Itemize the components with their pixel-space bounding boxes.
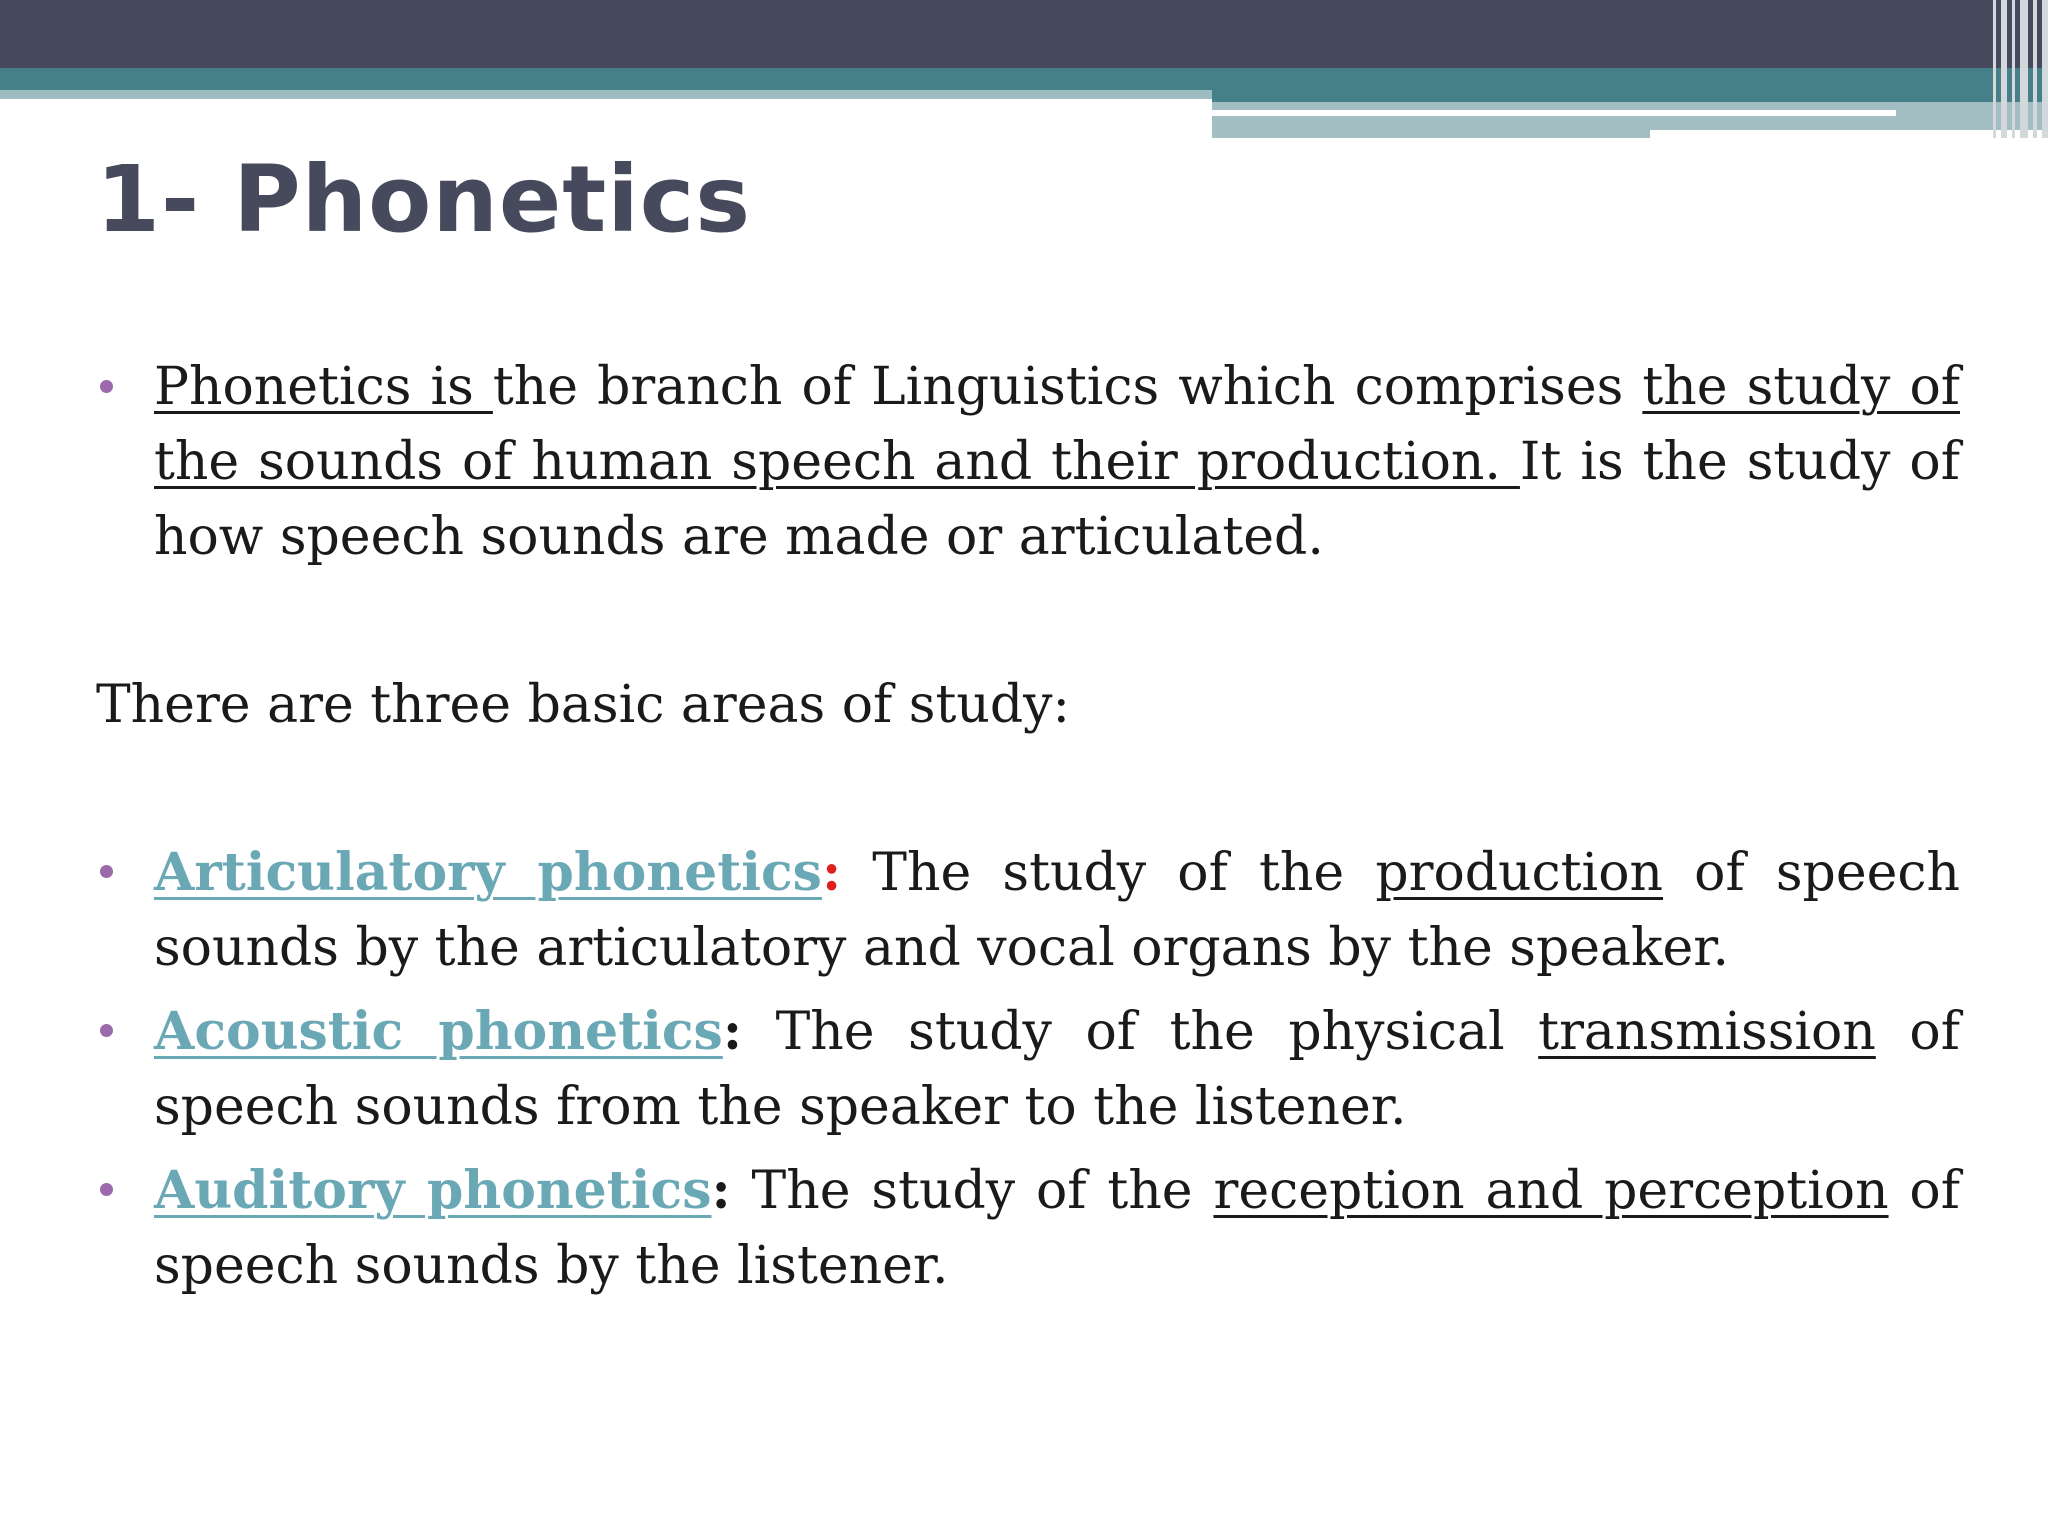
bullet-dot-icon (100, 865, 113, 878)
area-text-end: of speech sounds by the listener. (154, 1161, 1960, 1296)
list-item-auditory (96, 1153, 1960, 1304)
term-colon: : (821, 842, 842, 903)
term-colon: : (722, 1001, 743, 1062)
area-text-end: of speech sounds from the speaker to the listener. (154, 1002, 1960, 1137)
area-keyword: reception and perception (1213, 1161, 1889, 1221)
header-bar-teal-extension (1212, 90, 2048, 102)
definition-key-phrase: the study of the sounds of human speech and their production. (154, 357, 1961, 492)
term-auditory-phonetics: Auditory phonetics (154, 1160, 712, 1221)
area-text: The study of the (730, 1161, 1214, 1221)
header-bar-dark (0, 0, 2048, 68)
bullet-dot-icon (100, 1024, 113, 1037)
area-keyword: transmission (1538, 1002, 1876, 1062)
list-item-acoustic (96, 994, 1960, 1145)
areas-list (96, 835, 1960, 1304)
header-bar-teal (0, 68, 2048, 90)
term-articulatory-phonetics: Articulatory phonetics (154, 842, 822, 903)
list-item-articulatory (96, 835, 1960, 986)
header-bar-light (0, 90, 1212, 99)
area-keyword: production (1375, 843, 1663, 903)
area-text: The study of the (841, 843, 1376, 903)
areas-intro: There are three basic areas of study: (96, 675, 1071, 735)
definition-text: the branch of Linguistics which comprises (492, 357, 1643, 417)
header-vertical-stripes (1986, 0, 2048, 138)
area-text-end: of speech sounds by the articulatory and vocal organs by the speaker. (154, 843, 1960, 978)
slide-body (96, 350, 1960, 1312)
slide-title: 1- Phonetics (96, 146, 752, 253)
bullet-dot-icon (100, 380, 113, 393)
term-acoustic-phonetics: Acoustic phonetics (154, 1001, 723, 1062)
term-colon: : (711, 1160, 731, 1221)
area-text: The study of the physical (742, 1002, 1539, 1062)
definition-text-end: It is the study of how speech sounds are made or articulated. (154, 432, 1960, 567)
header-white-stripe (1212, 110, 1896, 116)
bullet-dot-icon (100, 1183, 113, 1196)
definition-subject: Phonetics is (154, 357, 493, 417)
definition-bullet (96, 350, 1960, 575)
